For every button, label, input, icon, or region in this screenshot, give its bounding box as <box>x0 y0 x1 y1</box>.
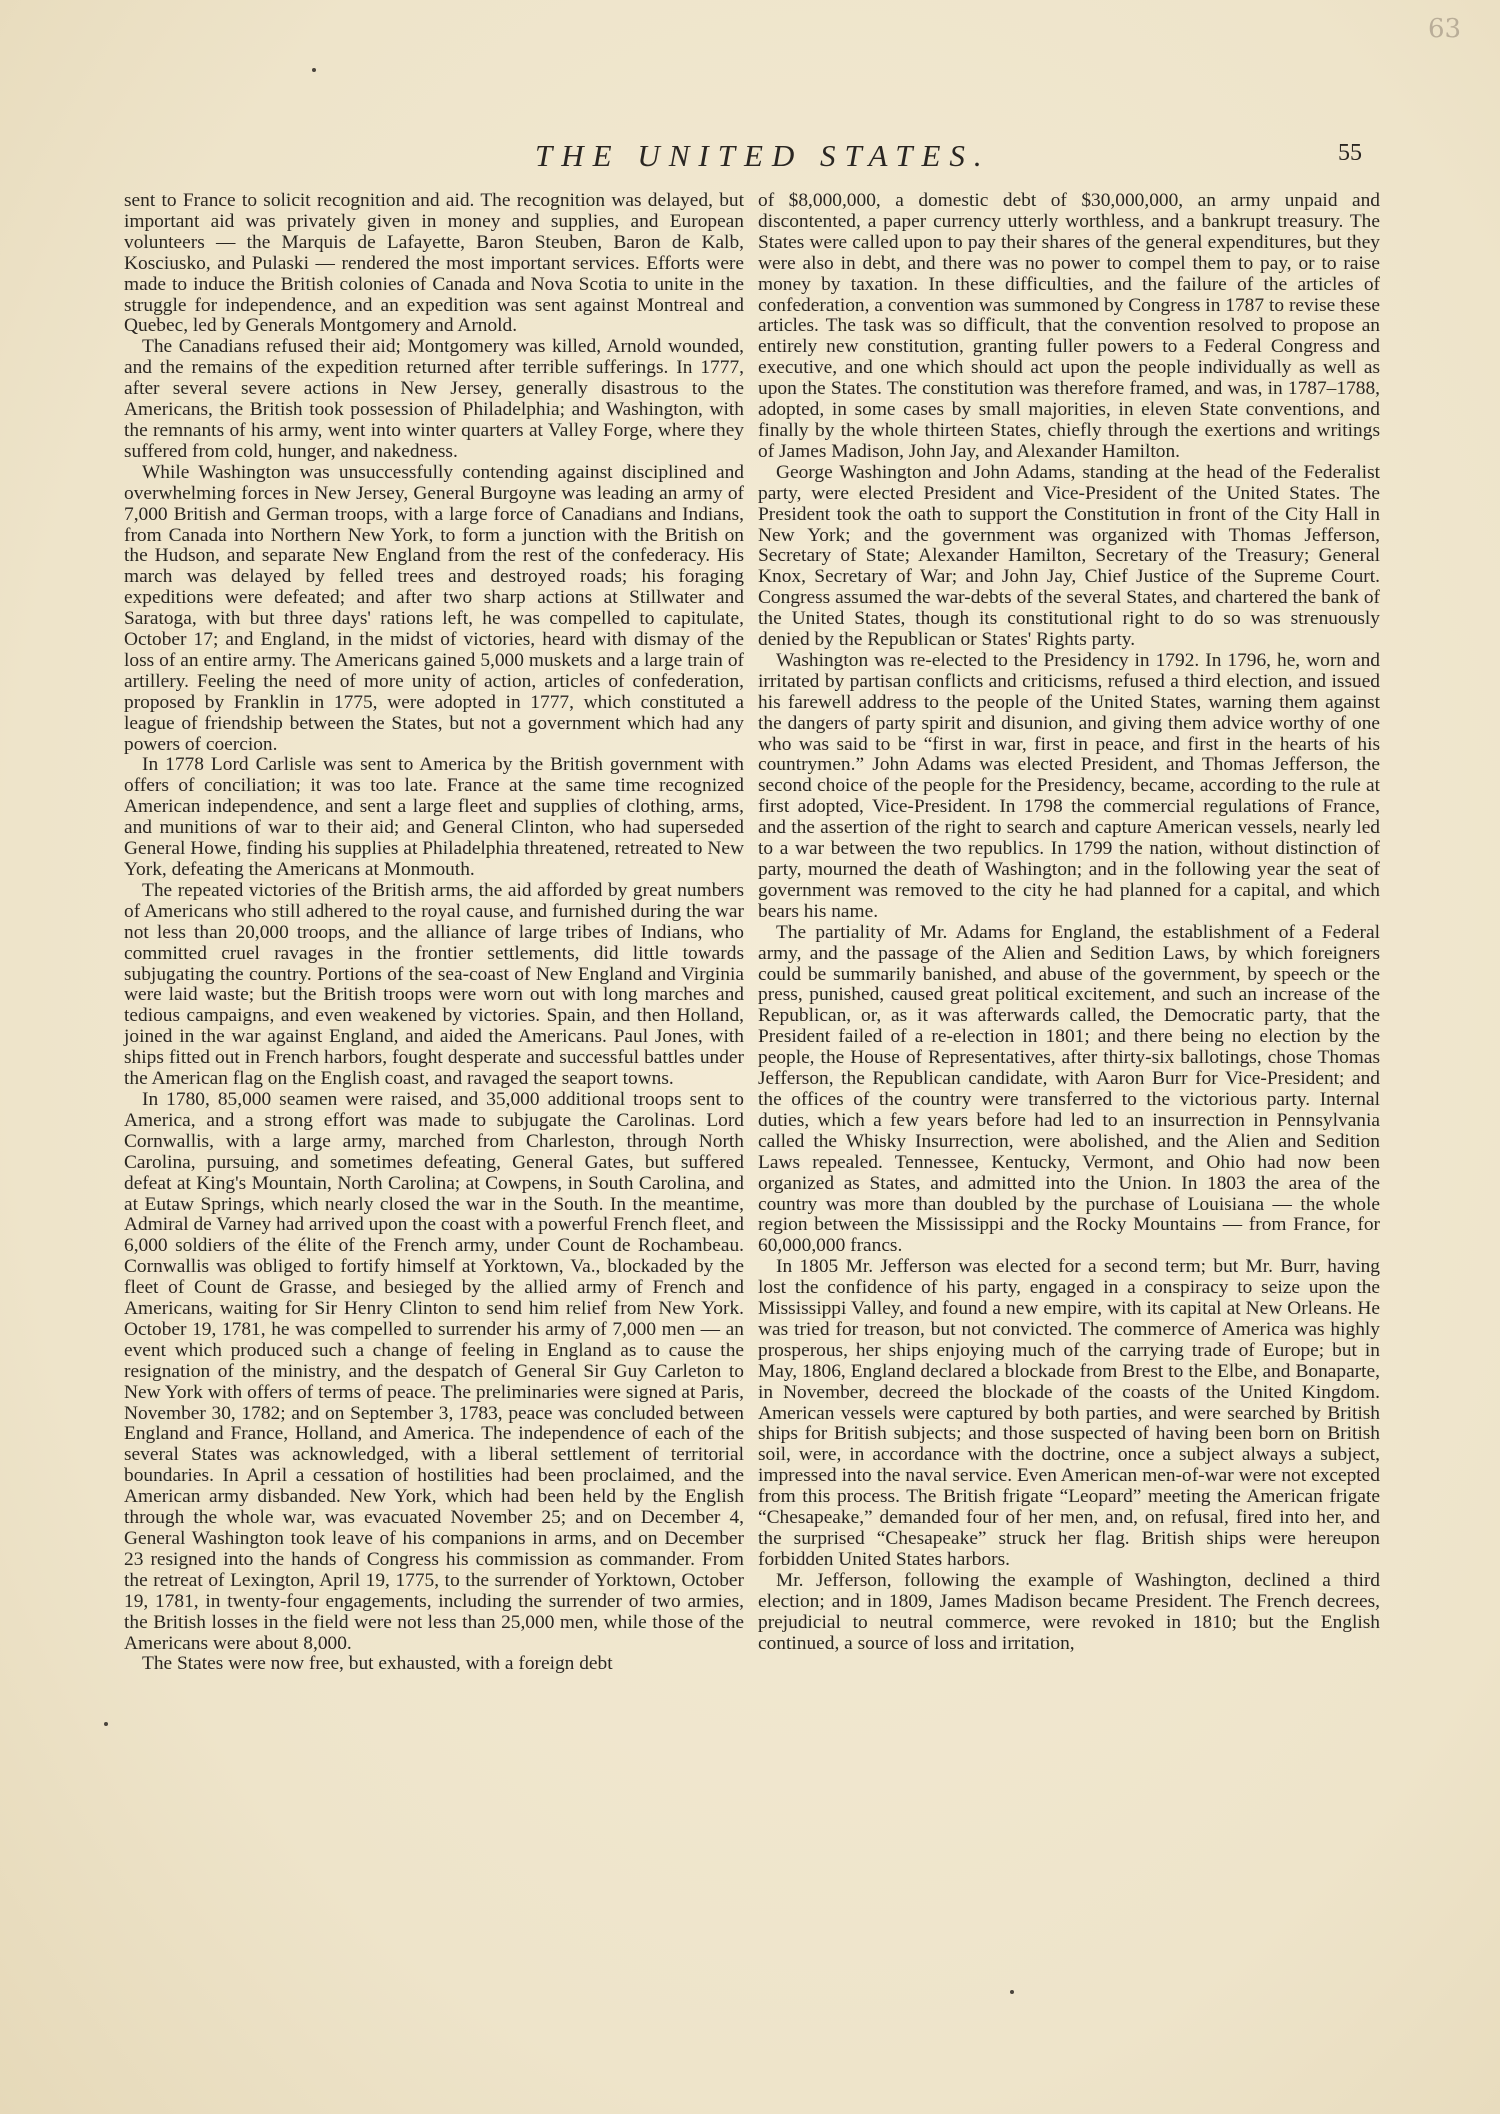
paper-speck <box>312 68 316 72</box>
pencil-annotation: 63 <box>1428 14 1462 44</box>
paragraph: In 1780, 85,000 seamen were raised, and 35,000 additional troops sent to America, and a strong effort was made to subjugate the Carolinas. Lord Cornwallis, with a large army, marched from Charleston, through North Carolina, pursuing, and sometimes defeating, General Gates, but suffered defeat at King's Mountain, North Carolina; at Cowpens, in South Carolina, and at Eutaw Springs, which nearly closed the war in the South. In the meantime, Admiral de Varney had arrived upon the coast with a powerful French fleet, and 6,000 soldiers of the élite of the French army, under Count de Rochambeau. Cornwallis was obliged to fortify himself at Yorktown, Va., blockaded by the fleet of Count de Grasse, and besieged by the allied army of French and Americans, waiting for Sir Henry Clinton to send him relief from New York. October 19, 1781, he was compelled to surrender his army of 7,000 men — an event which produced such a change of feeling in England as to cause the resignation of the ministry, and the despatch of General Sir Guy Carleton to New York with offers of terms of peace. The preliminaries were signed at Paris, November 30, 1782; and on September 3, 1783, peace was concluded between England and France, Holland, and America. The independence of each of the several States was acknowledged, with a liberal settlement of territorial boundaries. In April a cessation of hostilities had been proclaimed, and the American army disbanded. New York, which had been held by the English through the whole war, was evacuated November 25; and on December 4, General Washington took leave of his companions in arms, and on December 23 resigned into the hands of Congress his commission as commander. From the retreat of Lexington, April 19, 1775, to the surrender of Yorktown, October 19, 1781, in twenty-four engagements, including the surrender of two armies, the British losses in the field were not less than 25,000 men, while those of the Americans were about 8,000. <box>124 1088 744 1654</box>
paper-speck <box>104 1722 108 1726</box>
paragraph: Washington was re-elected to the Presidency in 1792. In 1796, he, worn and irritated by partisan conflicts and criticisms, refused a third election, and issued his farewell address to the people of the United States, warning them against the dangers of party spirit and disunion, and giving them advice worthy of one who was said to be “first in war, first in peace, and first in the hearts of his countrymen.” John Adams was elected President, and Thomas Jefferson, the second choice of the people for the Presidency, became, according to the rule at first adopted, Vice-President. In 1798 the commercial regulations of France, and the assertion of the right to search and capture American vessels, nearly led to a war between the two republics. In 1799 the nation, without distinction of party, mourned the death of Washington; and in the following year the seat of government was removed to the city he had planned for a capital, and which bears his name. <box>758 649 1380 922</box>
page-number: 55 <box>1338 140 1362 166</box>
paragraph: of $8,000,000, a domestic debt of $30,000,000, an army unpaid and discontented, a paper currency utterly worthless, and a bankrupt treasury. The States were called upon to pay their shares of the general expenditures, but they were also in debt, and there was no power to compel them to pay, or to raise money by taxation. In these difficulties, and the failure of the articles of confederation, a convention was summoned by Congress in 1787 to revise these articles. The task was so difficult, that the convention resolved to propose an entirely new constitution, granting fuller powers to a Federal Congress and executive, and one which should act upon the people individually as well as upon the States. The constitution was therefore framed, and was, in 1787–1788, adopted, in some cases by small majorities, in eleven State conventions, and finally by the whole thirteen States, chiefly through the exertions and writings of James Madison, John Jay, and Alexander Hamilton. <box>758 190 1380 462</box>
paper-speck <box>1010 1990 1014 1994</box>
paragraph: George Washington and John Adams, standing at the head of the Federalist party, were elected President and Vice-President of the United States. The President took the oath to support the Constitution in front of the City Hall in New York; and the government was organized with Thomas Jefferson, Secretary of State; Alexander Hamilton, Secretary of the Treasury; General Knox, Secretary of War; and John Jay, Chief Justice of the Supreme Court. Congress assumed the war-debts of the several States, and chartered the bank of the United States, though its constitutional right to do so was strenuously denied by the Republican or States' Rights party. <box>758 461 1380 651</box>
paragraph: The Canadians refused their aid; Montgomery was killed, Arnold wounded, and the remains of the expedition returned after terrible sufferings. In 1777, after several severe actions in New Jersey, generally disastrous to the Americans, the British took possession of Philadelphia; and Washington, with the remnants of his army, went into winter quarters at Valley Forge, where they suffered from cold, hunger, and nakedness. <box>124 336 744 462</box>
left-column <box>124 191 744 1675</box>
paragraph: The repeated victories of the British arms, the aid afforded by great numbers of Americans who still adhered to the royal cause, and furnished during the war not less than 20,000 troops, and the alliance of large tribes of Indians, who committed cruel ravages in the frontier settlements, did little towards subjugating the country. Portions of the sea-coast of New England and Virginia were laid waste; but the British troops were worn out with long marches and tedious campaigns, and even weakened by victories. Spain, and then Holland, joined in the war against England, and aided the Americans. Paul Jones, with ships fitted out in French harbors, fought desperate and successful battles under the American flag on the English coast, and ravaged the seaport towns. <box>124 879 744 1090</box>
paragraph: The States were now free, but exhausted, with a foreign debt <box>142 1653 613 1675</box>
paragraph: Mr. Jefferson, following the example of Washington, declined a third election; and in 1809, James Madison became President. The French decrees, prejudicial to neutral commerce, were revoked in 1810; but the English continued, a source of loss and irritation, <box>758 1569 1380 1654</box>
right-column <box>758 191 1380 1654</box>
paragraph: The partiality of Mr. Adams for England, the establishment of a Federal army, and the passage of the Alien and Sedition Laws, by which foreigners could be summarily banished, and abuse of the government, by speech or the press, punished, caused great political excitement, and such an increase of the Republican, or, as it was afterwards called, the Democratic party, that the President failed of a re-election in 1801; and there being no election by the people, the House of Representatives, after thirty-six ballotings, chose Thomas Jefferson, the Republican candidate, with Aaron Burr for Vice-President; and the offices of the country were transferred to the victorious party. Internal duties, which a few years before had led to an insurrection in Pennsylvania called the Whisky Insurrection, were abolished, and the Alien and Sedition Laws repealed. Tennessee, Kentucky, Vermont, and Ohio had now been organized as States, and admitted into the Union. In 1803 the area of the country was more than doubled by the purchase of Louisiana — the whole region between the Mississippi and the Rocky Mountains — from France, for 60,000,000 francs. <box>758 921 1380 1257</box>
paragraph: In 1778 Lord Carlisle was sent to America by the British government with offers of conciliation; it was too late. France at the same time recognized American independence, and sent a large fleet and supplies of clothing, arms, and munitions of war to their aid; and General Clinton, who had superseded General Howe, finding his supplies at Philadelphia threatened, retreated to New York, defeating the Americans at Monmouth. <box>124 754 744 880</box>
paragraph: While Washington was unsuccessfully contending against disciplined and overwhelming forces in New Jersey, General Burgoyne was leading an army of 7,000 British and German troops, with a large force of Canadians and Indians, from Canada into Northern New York, to form a junction with the British on the Hudson, and separate New England from the rest of the confederacy. His march was delayed by felled trees and destroyed roads; his foraging expeditions were defeated; and after two sharp actions at Stillwater and Saratoga, with but three days' rations left, he was compelled to capitulate, October 17; and England, in the midst of victories, heard with dismay of the loss of an entire army. The Americans gained 5,000 muskets and a large train of artillery. Feeling the need of more unity of action, articles of confederation, proposed by Franklin in 1775, were adopted in 1777, which constituted a league of friendship between the States, but not a government which had any powers of coercion. <box>124 461 744 755</box>
paragraph: sent to France to solicit recognition and aid. The recognition was delayed, but important aid was privately given in money and supplies, and European volunteers — the Marquis de Lafayette, Baron Steuben, Baron de Kalb, Kosciusko, and Pulaski — rendered the most important services. Efforts were made to induce the British colonies of Canada and Nova Scotia to unite in the struggle for independence, and an expedition was sent against Montreal and Quebec, led by Generals Montgomery and Arnold. <box>124 190 744 337</box>
paragraph: In 1805 Mr. Jefferson was elected for a second term; but Mr. Burr, having lost the confidence of his party, engaged in a conspiracy to seize upon the Mississippi Valley, and found a new empire, with its capital at New Orleans. He was tried for treason, but not convicted. The commerce of America was highly prosperous, her ships enjoying much of the carrying trade of Europe; but in May, 1806, England declared a blockade from Brest to the Elbe, and Bonaparte, in November, decreed the blockade of the coasts of the United Kingdom. American vessels were captured by both parties, and were searched by British ships for British subjects; and those suspected of having been born on British soil, were, in accordance with the doctrine, once a subject always a subject, impressed into the naval service. Even American men-of-war were not excepted from this process. The British frigate “Leopard” meeting the American frigate “Chesapeake,” demanded four of her men, and, on refusal, fired into her, and the surprised “Chesapeake” struck her flag. British ships were hereupon forbidden United States harbors. <box>758 1256 1380 1570</box>
running-title: THE UNITED STATES. <box>535 138 991 173</box>
